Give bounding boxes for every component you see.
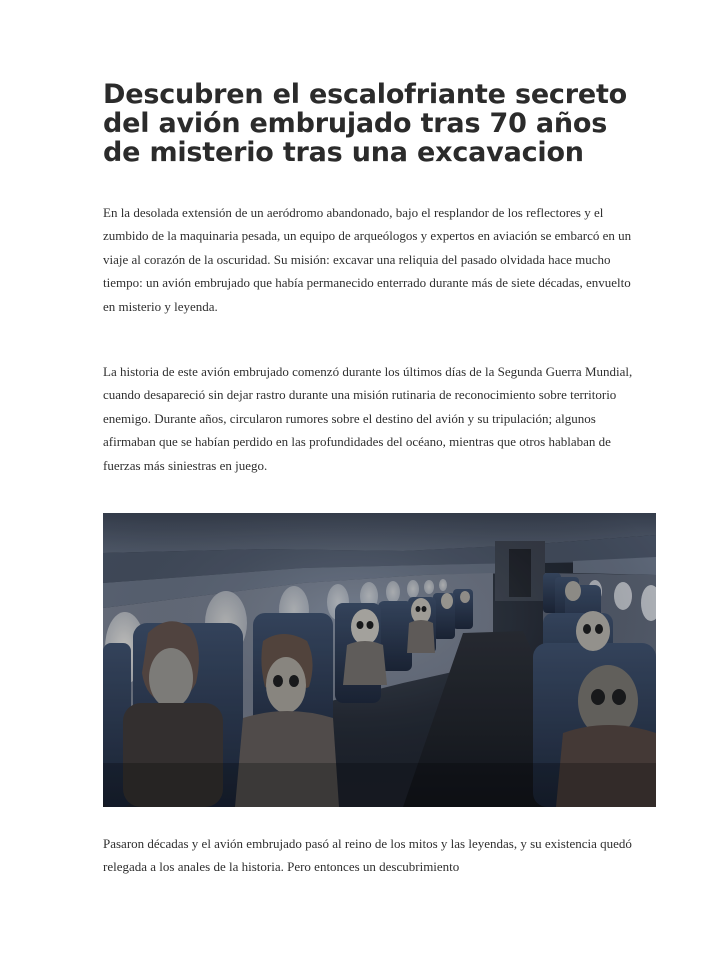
- article-paragraph-2: La historia de este avión embrujado comenzó durante los últimos días de la Segunda Guerra Mundial, cuando desapareció sin dejar rastro durante una misión rutinaria de reconocimiento sobre territorio enemigo. Durante años, circularon rumores sobre el destino del avión y su tripulación; algunos afirmaban que se habían perdido en las profundidades del océano, mientras que otros hablaban de fuerzas más siniestras en juego.: [103, 364, 633, 473]
- haunted-cabin-image: [103, 513, 656, 807]
- article-paragraph-1: En la desolada extensión de un aeródromo abandonado, bajo el resplandor de los reflectores y el zumbido de la maquinaria pesada, un equipo de arqueólogos y expertos en aviación se embarcó en un viaje al corazón de la oscuridad. Su misión: excavar una reliquia del pasado olvidada hace mucho tiempo: un avión embrujado que había permanecido enterrado durante más de siete décadas, envuelto en misterio y leyenda.: [103, 205, 632, 314]
- article-title: Descubren el escalofriante secreto del avión embrujado tras 70 años de misterio tras una excavacion: [103, 79, 628, 168]
- cabin-illustration: [103, 513, 656, 807]
- article-paragraph-3: Pasaron décadas y el avión embrujado pasó al reino de los mitos y las leyendas, y su existencia quedó relegada a los anales de la historia. Pero entonces un descubrimiento: [103, 836, 632, 875]
